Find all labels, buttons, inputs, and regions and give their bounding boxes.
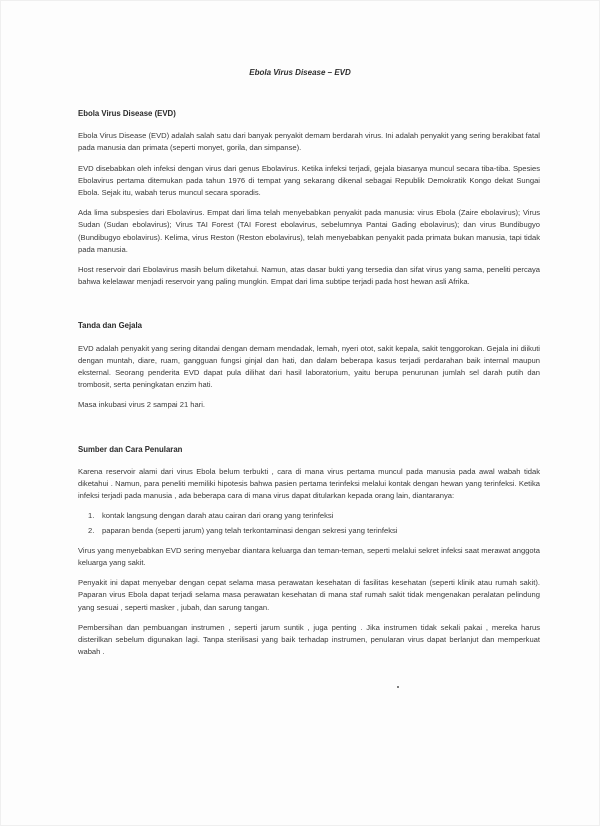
paragraph: Host reservoir dari Ebolavirus masih belum diketahui. Namun, atas dasar bukti yang tersedia dan sifat virus yang sama, peneliti percaya bahwa kelelawar menjadi reservoir yang paling mungkin. Empat dari lima subtipe terjadi pada host hewan asli Afrika.: [78, 265, 540, 287]
section-ebola-virus-disease: [78, 108, 540, 288]
section-sumber-dan-cara-penularan: [78, 444, 540, 659]
list-item: [78, 510, 540, 522]
paragraph: Ada lima subspesies dari Ebolavirus. Empat dari lima telah menyebabkan penyakit pada manusia: virus Ebola (Zaire ebolavirus); Virus Sudan (Sudan ebolavirus); Virus TAI Forest (TAI Forest ebolavirus, sebelumnya Pantai Gading ebolavirus); dan virus Bundibugyo (Bundibugyo ebolavirus). Kelima, virus Reston (Reston ebolavirus), telah menyebabkan penyakit pada primata bukan manusia, tapi tidak pada manusia.: [78, 208, 540, 254]
list-text: kontak langsung dengan darah atau cairan dari orang yang terinfeksi: [102, 511, 334, 521]
section-spacer: [78, 296, 540, 320]
paragraph: Karena reservoir alami dari virus Ebola belum terbukti , cara di mana virus pertama muncul pada manusia pada awal wabah tidak diketahui . Namun, para peneliti memiliki hipotesis bahwa pasien pertama terinfeksi melalui kontak dengan hewan yang terinfeksi. Ketika infeksi terjadi pada manusia , ada beberapa cara di mana virus dapat ditularkan kepada orang lain, diantaranya:: [78, 466, 540, 501]
paragraph: EVD adalah penyakit yang sering ditandai dengan demam mendadak, lemah, nyeri otot, sakit kepala, sakit tenggorokan. Gejala ini diikuti dengan muntah, diare, ruam, gangguan fungsi ginjal dan hati, dan dalam beberapa kasus terjadi perdarahan baik internal maupun eksternal. Seorang penderita EVD dapat pula dilihat dari hasil laboratorium, yaitu berupa penurunan jumlah sel darah putih dan trombosit, serta peningkatan enzim hati.: [78, 343, 540, 390]
paragraph: Pembersihan dan pembuangan instrumen , seperti jarum suntik , juga penting . Jika instrumen tidak sekali pakai , mereka harus disterilkan sebelum digunakan lagi. Tanpa sterilisasi yang baik terhadap instrumen, penularan virus dapat berlanjut dan memperkuat wabah .: [78, 622, 540, 657]
section-tanda-dan-gejala: [78, 320, 540, 411]
paragraph: Penyakit ini dapat menyebar dengan cepat selama masa perawatan kesehatan di fasilitas kesehatan (seperti klinik atau rumah sakit). Paparan virus Ebola dapat terjadi selama masa perawatan kesehatan di mana staf rumah sakit tidak mengenakan peralatan pelindung yang sesuai , seperti masker , jubah, dan sarung tangan.: [78, 578, 540, 612]
paragraph: Ebola Virus Disease (EVD) adalah salah satu dari banyak penyakit demam berdarah virus. Ini adalah penyakit yang sering berakibat fatal pada manusia dan primata (seperti monyet, gorila, dan simpanse).: [78, 131, 540, 153]
paragraph: Masa inkubasi virus 2 sampai 21 hari.: [78, 400, 206, 410]
section-heading: Ebola Virus Disease (EVD): [78, 109, 176, 118]
paragraph: Virus yang menyebabkan EVD sering menyebar diantara keluarga dan teman-teman, seperti melalui sekret infeksi saat merawat anggota keluarga yang sakit.: [78, 545, 540, 568]
scan-speck: [397, 686, 399, 688]
document-body: [78, 108, 540, 667]
list-number: 1.: [88, 511, 95, 521]
paragraph: EVD disebabkan oleh infeksi dengan virus dari genus Ebolavirus. Ketika infeksi terjadi, gejala biasanya muncul secara tiba-tiba. Spesies Ebolavirus pertama ditemukan pada tahun 1976 di tempat yang sekarang dikenal sebagai Republik Demokratik Kongo dekat Sungai Ebola. Sejak itu, wabah terus muncul secara sporadis.: [78, 163, 540, 198]
list-number: 2.: [88, 525, 95, 535]
document-title: Ebola Virus Disease – EVD: [249, 68, 351, 77]
transmission-list: [78, 510, 540, 536]
section-heading: Tanda dan Gejala: [78, 321, 142, 331]
section-spacer: [78, 420, 540, 444]
list-text: paparan benda (seperti jarum) yang telah terkontaminasi dengan sekresi yang terinfeksi: [102, 525, 398, 535]
section-heading: Sumber dan Cara Penularan: [78, 444, 183, 454]
list-item: [78, 525, 540, 537]
